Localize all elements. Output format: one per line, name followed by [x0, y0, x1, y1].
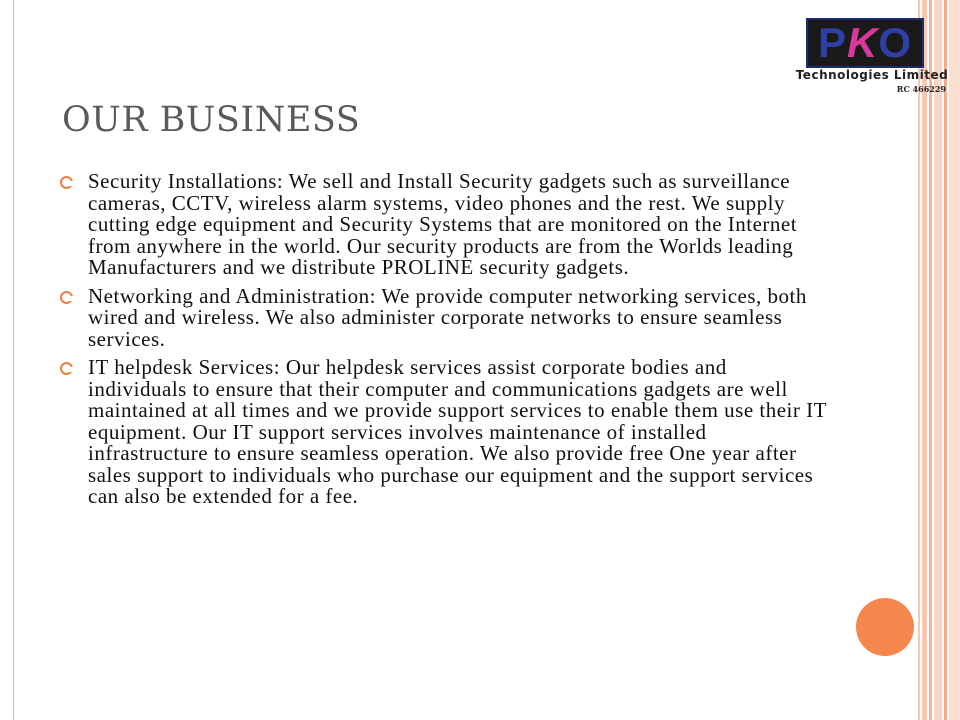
stripe [922, 0, 927, 720]
logo-letters [808, 20, 922, 66]
list-item [60, 357, 830, 508]
bullet-text: IT helpdesk Services: Our helpdesk services assist corporate bodies and individuals to ensure that their computer and communications gadgets are well maintained at all times and we provide support services to enable them use their IT equipment. Our IT support services involves maintenance of installed infrastructure to ensure seamless operation. We also provide free One year after sales support to individuals who purchase our equipment and the support services can also be extended for a fee. [88, 355, 827, 508]
left-frame-line [13, 0, 14, 720]
decorative-stripes [918, 0, 960, 720]
stripe [944, 0, 947, 720]
logo-letter-k: K [847, 19, 879, 66]
stripe [934, 0, 942, 720]
logo-rc-number: RC 466229 [896, 84, 946, 94]
stripe [918, 0, 920, 720]
bullet-text: Networking and Administration: We provide computer networking services, both wired and wireless. We also administer corporate networks to ensure seamless services. [88, 283, 807, 351]
list-item [60, 283, 830, 351]
logo-mark [806, 18, 924, 68]
bullet-list [60, 171, 830, 515]
bullet-ring-icon [60, 291, 73, 304]
logo-letter-o: O [878, 19, 913, 66]
bullet-text: Security Installations: We sell and Install Security gadgets such as surveillance cameras, CCTV, wireless alarm systems, video phones and the rest. We supply cutting edge equipment and Security Systems that are monitored on the Internet from anywhere in the world. Our security products are from the Worlds leading Manufacturers and we distribute PROLINE security gadgets. [88, 169, 798, 279]
stripe [929, 0, 932, 720]
list-item [60, 171, 830, 279]
decorative-circle [856, 598, 914, 656]
bullet-ring-icon [60, 176, 73, 189]
logo-tagline: Technologies Limited [795, 68, 949, 82]
company-logo [792, 14, 952, 96]
logo-letter-p: P [817, 19, 847, 66]
stripe [949, 0, 960, 720]
slide-title: OUR BUSINESS [62, 100, 361, 140]
bullet-ring-icon [60, 362, 73, 375]
